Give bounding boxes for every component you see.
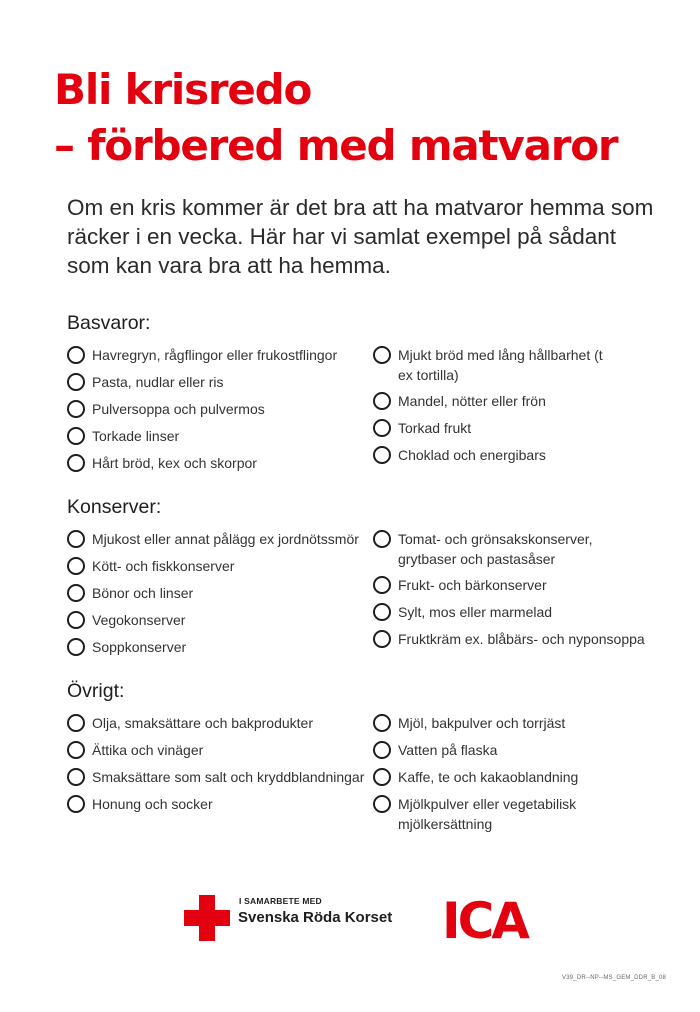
checklist-item[interactable]: Choklad och energibars — [373, 445, 673, 465]
checklist-item[interactable]: Pasta, nudlar eller ris — [67, 372, 367, 392]
checkbox-circle-icon[interactable] — [67, 714, 85, 732]
checkbox-circle-icon[interactable] — [373, 530, 391, 548]
checklist-item[interactable]: Kaffe, te och kakaoblandning — [373, 767, 673, 787]
ica-logo-text: ICA — [442, 894, 527, 942]
checkbox-circle-icon[interactable] — [373, 768, 391, 786]
checkbox-circle-icon[interactable] — [373, 630, 391, 648]
document-code: V39_DR--NP--MS_GEM_DDR_B_08 — [562, 975, 667, 981]
checkbox-circle-icon[interactable] — [373, 795, 391, 813]
checklist-item[interactable]: Vatten på flaska — [373, 740, 673, 760]
checklist-item[interactable]: Torkade linser — [67, 426, 367, 446]
section-title-ovrigt: Övrigt: — [67, 680, 125, 702]
checklist-item[interactable]: Mjukt bröd med lång hållbarhet (t ex tortilla) — [373, 345, 603, 385]
ica-logo-icon — [442, 894, 532, 942]
checkbox-circle-icon[interactable] — [67, 741, 85, 759]
checkbox-circle-icon[interactable] — [67, 584, 85, 602]
checkbox-circle-icon[interactable] — [373, 446, 391, 464]
checklist-item[interactable]: Fruktkräm ex. blåbärs- och nyponsoppa — [373, 629, 673, 649]
checklist-item[interactable]: Mjölkpulver eller vegetabilisk mjölkersättning — [373, 794, 603, 834]
checklist-item[interactable]: Mjukost eller annat pålägg ex jordnötssmör — [67, 529, 397, 549]
title-line-1: Bli krisredo — [54, 65, 312, 114]
checkbox-circle-icon[interactable] — [373, 392, 391, 410]
section-title-konserver: Konserver: — [67, 496, 162, 518]
checkbox-circle-icon[interactable] — [67, 638, 85, 656]
checklist-item[interactable]: Bönor och linser — [67, 583, 367, 603]
checklist-item[interactable]: Mandel, nötter eller frön — [373, 391, 673, 411]
title-line-2: – förbered med matvaror — [54, 121, 618, 170]
konserver-left-list — [67, 529, 367, 657]
checkbox-circle-icon[interactable] — [67, 346, 85, 364]
checklist-item[interactable]: Ättika och vinäger — [67, 740, 367, 760]
checklist-item[interactable]: Torkad frukt — [373, 418, 673, 438]
checkbox-circle-icon[interactable] — [67, 557, 85, 575]
checklist-item[interactable]: Honung och socker — [67, 794, 367, 814]
ovrigt-right-list — [373, 713, 673, 834]
checklist-item[interactable]: Olja, smaksättare och bakprodukter — [67, 713, 367, 733]
checkbox-circle-icon[interactable] — [373, 603, 391, 621]
checkbox-circle-icon[interactable] — [67, 768, 85, 786]
checklist-item[interactable]: Hårt bröd, kex och skorpor — [67, 453, 367, 473]
red-cross-name: Svenska Röda Korset — [238, 909, 393, 926]
checkbox-circle-icon[interactable] — [67, 530, 85, 548]
checklist-item[interactable]: Frukt- och bärkonserver — [373, 575, 673, 595]
checkbox-circle-icon[interactable] — [67, 454, 85, 472]
section-title-basvaror: Basvaror: — [67, 312, 151, 334]
page-title — [54, 62, 617, 174]
checkbox-circle-icon[interactable] — [373, 714, 391, 732]
checkbox-circle-icon[interactable] — [373, 741, 391, 759]
checkbox-circle-icon[interactable] — [373, 576, 391, 594]
checklist-item[interactable]: Pulversoppa och pulvermos — [67, 399, 367, 419]
ovrigt-left-list — [67, 713, 367, 814]
checklist-item[interactable]: Smaksättare som salt och kryddblandningar — [67, 767, 397, 787]
red-cross-logo-icon — [184, 895, 230, 941]
checkbox-circle-icon[interactable] — [373, 346, 391, 364]
basvaror-left-list — [67, 345, 367, 473]
checklist-item[interactable]: Havregryn, rågflingor eller frukostflingor — [67, 345, 367, 365]
checkbox-circle-icon[interactable] — [67, 611, 85, 629]
collaboration-label: I SAMARBETE MED — [239, 896, 322, 906]
checklist-item[interactable]: Soppkonserver — [67, 637, 367, 657]
checklist-item[interactable]: Sylt, mos eller marmelad — [373, 602, 673, 622]
checklist-item[interactable]: Mjöl, bakpulver och torrjäst — [373, 713, 673, 733]
checkbox-circle-icon[interactable] — [373, 419, 391, 437]
checkbox-circle-icon[interactable] — [67, 400, 85, 418]
checkbox-circle-icon[interactable] — [67, 795, 85, 813]
checklist-item[interactable]: Tomat- och grönsakskonserver, grytbaser och pastasåser — [373, 529, 623, 569]
red-cross-horizontal-bar — [184, 910, 230, 926]
checkbox-circle-icon[interactable] — [67, 373, 85, 391]
konserver-right-list — [373, 529, 673, 649]
intro-text: Om en kris kommer är det bra att ha matvaror hemma som räcker i en vecka. Här har vi samlat exempel på sådant som kan vara bra att ha hemma. — [67, 195, 654, 278]
checklist-item[interactable]: Vegokonserver — [67, 610, 367, 630]
checklist-item[interactable]: Kött- och fiskkonserver — [67, 556, 367, 576]
basvaror-right-list — [373, 345, 673, 465]
checkbox-circle-icon[interactable] — [67, 427, 85, 445]
